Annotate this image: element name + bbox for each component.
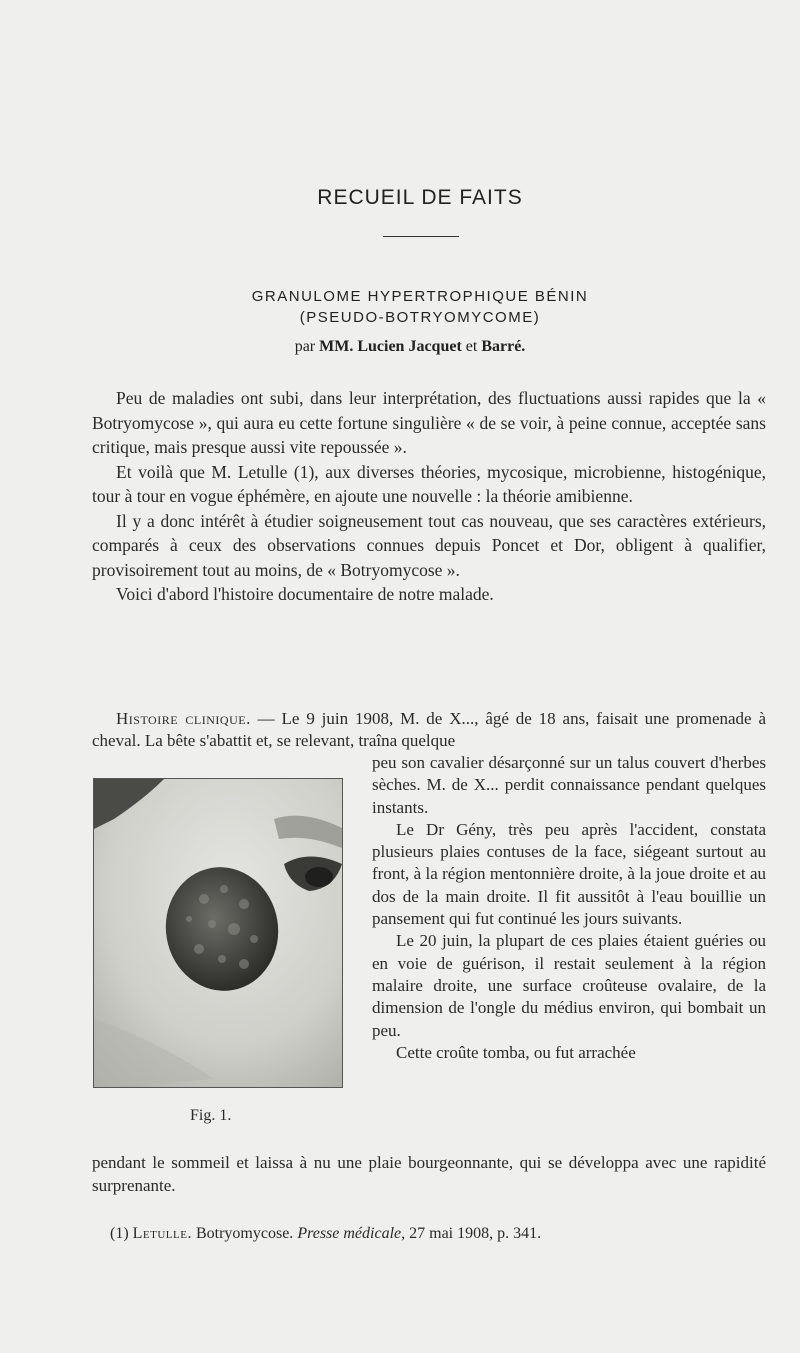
paragraph: Voici d'abord l'histoire documentaire de notre malade. [116, 584, 494, 604]
footnote [110, 1224, 770, 1244]
histoire-paragraph [92, 708, 766, 752]
article-title-line-2: (PSEUDO-BOTRYOMYCOME) [299, 309, 541, 326]
byline-last-author: Barré. [481, 338, 526, 355]
footnote-journal: Presse médicale, [297, 1225, 406, 1242]
figure-caption: Fig. 1. [190, 1107, 232, 1124]
column-paragraph: Le Dr Gény, très peu après l'accident, constata plusieurs plaies contuses de la face, siégeant surtout au front, à la région mentonnière droite, à la joue droite et au dos de la main droite. Il fit aussitôt à l'eau bouillie un pansement qui fut continué les jours suivants. [372, 819, 766, 929]
histoire-label: Histoire clinique. [116, 709, 251, 728]
lesion-photo-image [94, 779, 343, 1088]
histoire-text: — Le 9 juin 1908, M. de X..., âgé de 18 ans, faisait une promenade à cheval. La bête s'abattit et, se relevant, traîna quelque [92, 709, 766, 750]
continued-text [92, 1152, 766, 1197]
footnote-title: Botryomycose. [195, 1225, 294, 1242]
footnote-date: 27 mai 1908, p. 341. [409, 1225, 542, 1242]
article-title-line-1: GRANULOME HYPERTROPHIQUE BÉNIN [251, 288, 589, 305]
histoire-clinique [92, 708, 766, 752]
figure-photo [93, 778, 343, 1088]
byline-prefix: par [294, 338, 316, 355]
column-paragraph: Le 20 juin, la plupart de ces plaies étaient guéries ou en voie de guérison, il restait seulement à la région malaire droite, une surface croûteuse ovalaire, de la dimension de l'ongle du médius environ, qui bombait un peu. [372, 931, 766, 1040]
footnote-number: (1) [110, 1225, 129, 1242]
column-paragraph: peu son cavalier désarçonné sur un talus couvert d'herbes sèches. M. de X... perdit connaissance pendant quelques instants. [372, 753, 766, 817]
paragraph: Il y a donc intérêt à étudier soigneusement tout cas nouveau, que ses caractères extérieurs, comparés à ceux des observations connues depuis Poncet et Dor, obligent à qualifier, provisoirement tout au moins, de « Botryomycose ». [92, 510, 766, 580]
title-divider [383, 236, 459, 237]
byline [0, 338, 800, 356]
section-title: RECUEIL DE FAITS [317, 186, 523, 209]
continued-paragraph: pendant le sommeil et laissa à nu une plaie bourgeonnante, qui se développa avec une rapidité surprenante. [92, 1153, 766, 1195]
intro-text [92, 386, 766, 607]
paragraph: Et voilà que M. Letulle (1), aux diverses théories, mycosique, microbienne, histogénique, tour à tour en vogue éphémère, en ajoute une nouvelle : la théorie amibienne. [92, 461, 766, 506]
byline-authors: MM. Lucien Jacquet [319, 338, 462, 355]
column-text [372, 752, 766, 1064]
byline-and: et [465, 338, 478, 355]
paragraph: Peu de maladies ont subi, dans leur interprétation, des fluctuations aussi rapides que la « Botryomycose », qui aura eu cette fortune singulière « de se voir, à peine connue, acceptée sans critique, mais presque aussi vite repoussée ». [92, 388, 766, 457]
column-paragraph: Cette croûte tomba, ou fut arrachée [396, 1042, 636, 1062]
footnote-author: Letulle. [132, 1225, 192, 1242]
article-title [0, 286, 800, 328]
